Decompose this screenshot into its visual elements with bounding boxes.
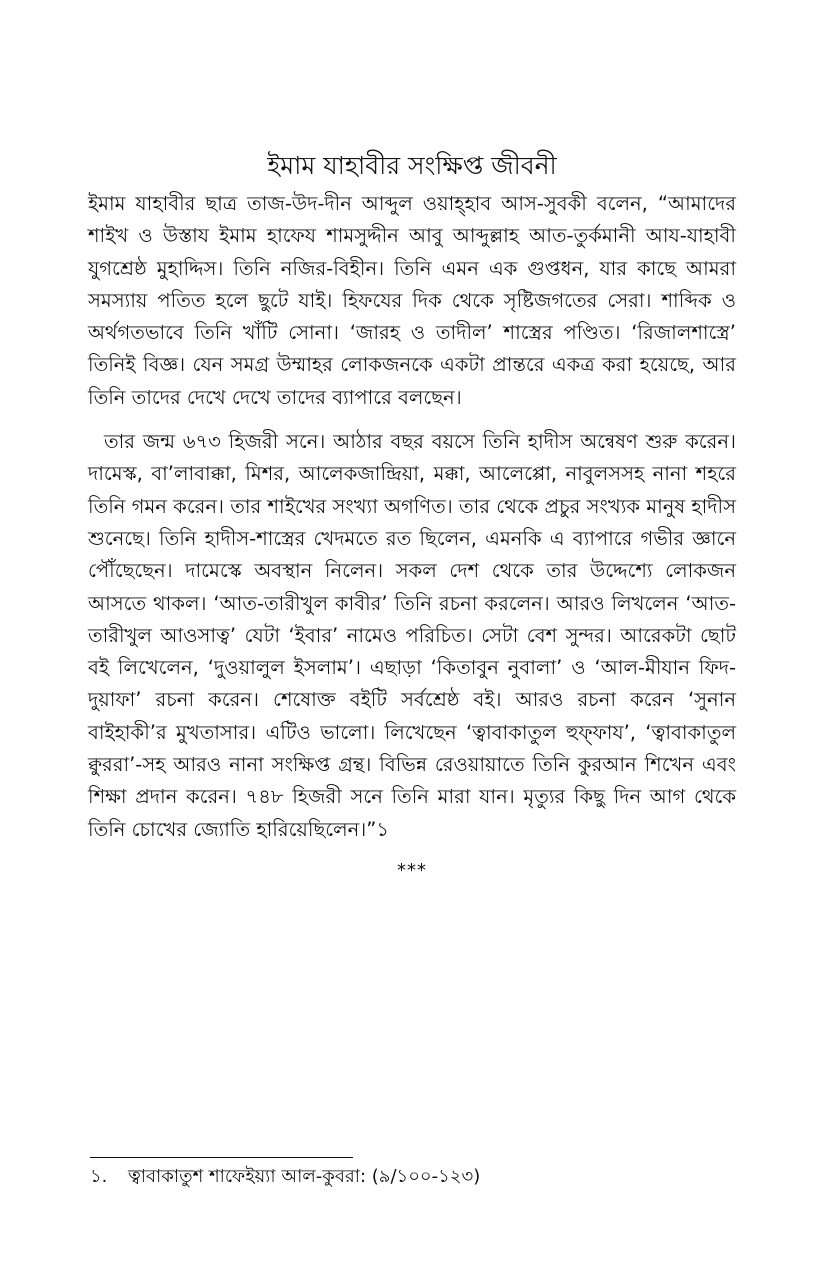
page-content [88, 146, 736, 881]
footnote [90, 1162, 740, 1192]
footnote-text: ত্বাবাকাতুশ শাফেইয়্যা আল-কুবরা: (৯/১০০-১২৩) [128, 1166, 481, 1187]
paragraph-quote: ইমাম যাহাবীর ছাত্র তাজ-উদ-দীন আব্দুল ওয়াহ্হাব আস-সুবকী বলেন, “আমাদের শাইখ ও উস্তায ইমাম হাফেয শামসুদ্দীন আবু আব্দুল্লাহ আত-তুর্কমানী আয-যাহাবী যুগশ্রেষ্ঠ মুহাদ্দিস। তিনি নজির-বিহীন। তিনি এমন এক গুপ্তধন, যার কাছে আমরা সমস্যায় পতিত হলে ছুটে যাই। হিফযের দিক থেকে সৃষ্টিজগতের সেরা। শাব্দিক ও অর্থগতভাবে তিনি খাঁটি সোনা। ‘জারহ ও তাদীল’ শাস্ত্রের পণ্ডিত। ‘রিজালশাস্ত্রে’ তিনিই বিজ্ঞ। যেন সমগ্র উম্মাহর লোকজনকে একটা প্রান্তরে একত্র করা হয়েছে, আর তিনি তাদের দেখে দেখে তাদের ব্যাপারে বলছেন। [88, 192, 736, 409]
paragraph-biography: তার জন্ম ৬৭৩ হিজরী সনে। আঠার বছর বয়সে তিনি হাদীস অন্বেষণ শুরু করেন। দামেস্ক, বা’লাবাক্কা, মিশর, আলেকজান্দ্রিয়া, মক্কা, আলেপ্পো, নাবুলসসহ নানা শহরে তিনি গমন করেন। তার শাইখের সংখ্যা অগণিত। তার থেকে প্রচুর সংখ্যক মানুষ হাদীস শুনেছে। তিনি হাদীস-শাস্ত্রের খেদমতে রত ছিলেন, এমনকি এ ব্যাপারে গভীর জ্ঞানে পৌঁছেছেন। দামেস্কে অবস্থান নিলেন। সকল দেশ থেকে তার উদ্দেশ্যে লোকজন আসতে থাকল। ‘আত-তারীখুল কাবীর’ তিনি রচনা করলেন। আরও লিখলেন ‘আত-তারীখুল আওসাত্ব’ যেটা ‘ইবার’ নামেও পরিচিত। সেটা বেশ সুন্দর। আরেকটা ছোট বই লিখেলেন, ‘দুওয়ালুল ইসলাম’। এছাড়া ‘কিতাবুন নুবালা’ ও ‘আল-মীযান ফিদ-দুয়াফা’ রচনা করেন। শেষোক্ত বইটি সর্বশ্রেষ্ঠ বই। আরও রচনা করেন ‘সুনান বাইহাকী’র মুখতাসার। এটিও ভালো। লিখেছেন ‘ত্বাবাকাতুল হুফ্ফায’, ‘ত্বাবাকাতুল ক্বুররা’-সহ আরও নানা সংক্ষিপ্ত গ্রন্থ। বিভিন্ন রেওয়ায়াতে তিনি কুরআন শিখেন এবং শিক্ষা প্রদান করেন। ৭৪৮ হিজরী সনে তিনি মারা যান। মৃত্যুর কিছু দিন আগ থেকে তিনি চোখের জ্যোতি হারিয়েছিলেন।”১ [88, 430, 736, 841]
page-title: ইমাম যাহাবীর সংক্ষিপ্ত জীবনী [267, 151, 557, 180]
footnote-number: ১. [90, 1166, 108, 1187]
section-separator: *** [397, 859, 427, 881]
footnote-divider [90, 1157, 353, 1158]
